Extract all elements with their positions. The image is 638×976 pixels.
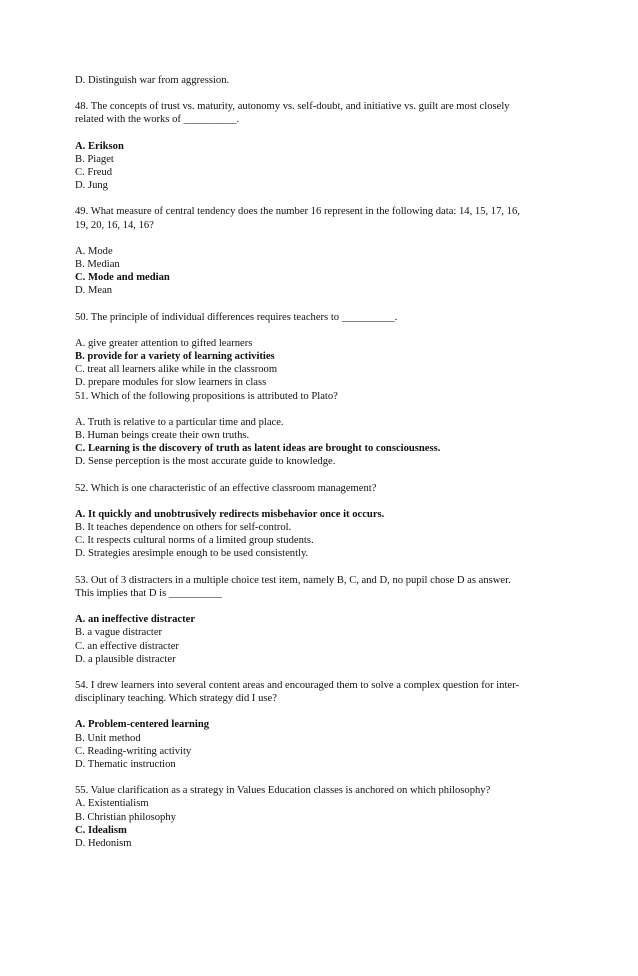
option-d: D. Mean xyxy=(75,285,113,297)
option-d: D. Hedonism xyxy=(75,837,132,849)
option-b: B. Human beings create their own truths. xyxy=(75,430,250,442)
option-a: A. Truth is relative to a particular time and place. xyxy=(75,416,284,428)
option-a-answer: A. Erikson xyxy=(75,140,124,152)
question-48-text-line-1: 48. The concepts of trust vs. maturity, autonomy vs. self-doubt, and initiative vs. guilt are most closely xyxy=(75,101,510,113)
option-b: B. a vague distracter xyxy=(75,627,163,639)
option-d: D. Jung xyxy=(75,180,108,192)
option-d: D. a plausible distracter xyxy=(75,653,176,665)
option-c: C. Freud xyxy=(75,167,113,179)
option-b-answer: B. provide for a variety of learning activities xyxy=(75,351,275,363)
question-53-text-line-2: This implies that D is __________ xyxy=(75,587,222,599)
question-52-options xyxy=(75,508,570,561)
question-54 xyxy=(75,679,570,705)
option-a: A. give greater attention to gifted learners xyxy=(75,337,253,349)
question-55-options xyxy=(75,797,570,850)
question-49-text-line-2: 19, 20, 16, 14, 16? xyxy=(75,219,154,231)
option-c-answer: C. Learning is the discovery of truth as latent ideas are brought to consciousness. xyxy=(75,443,441,455)
option-c: C. treat all learners alike while in the classroom xyxy=(75,364,278,376)
question-51-text-line-1: 51. Which of the following propositions is attributed to Plato? xyxy=(75,390,338,402)
option-a: A. Mode xyxy=(75,245,113,257)
question-49-options xyxy=(75,245,570,298)
option-b: B. Piaget xyxy=(75,153,114,165)
option-d: D. Thematic instruction xyxy=(75,758,176,770)
document-page xyxy=(75,74,570,850)
option-b: B. Median xyxy=(75,259,120,271)
question-49 xyxy=(75,205,570,231)
question-48-options xyxy=(75,140,570,193)
question-54-options xyxy=(75,718,570,771)
question-52 xyxy=(75,482,570,495)
option-c: C. It respects cultural norms of a limited group students. xyxy=(75,535,314,547)
question-49-text-line-1: 49. What measure of central tendency does the number 16 represent in the following data: 14, 15, 17, 16, xyxy=(75,206,520,218)
option-b: B. Unit method xyxy=(75,732,141,744)
option-a: A. Existentialism xyxy=(75,798,149,810)
option-c: C. Reading-writing activity xyxy=(75,745,192,757)
option-a-answer: A. an ineffective distracter xyxy=(75,614,196,626)
option-c: C. an effective distracter xyxy=(75,640,179,652)
option-d: D. prepare modules for slow learners in class xyxy=(75,377,267,389)
question-50 xyxy=(75,311,570,324)
question-48-text-line-2: related with the works of __________. xyxy=(75,114,240,126)
option-b: B. It teaches dependence on others for self-control. xyxy=(75,522,292,534)
option-a-answer: A. Problem-centered learning xyxy=(75,719,210,731)
question-55 xyxy=(75,784,570,797)
q47-option-d: D. Distinguish war from aggression. xyxy=(75,75,230,86)
option-a-answer: A. It quickly and unobtrusively redirects misbehavior once it occurs. xyxy=(75,508,385,520)
question-55-text-line-1: 55. Value clarification as a strategy in Values Education classes is anchored on which philosophy? xyxy=(75,785,491,797)
question-53 xyxy=(75,574,570,600)
question-52-text-line-1: 52. Which is one characteristic of an effective classroom management? xyxy=(75,482,377,494)
option-c-answer: C. Mode and median xyxy=(75,272,170,284)
question-53-options xyxy=(75,613,570,666)
question-51-options xyxy=(75,416,570,469)
question-54-text-line-2: disciplinary teaching. Which strategy did I use? xyxy=(75,693,277,705)
question-53-text-line-1: 53. Out of 3 distracters in a multiple choice test item, namely B, C, and D, no pupil chose D as answer. xyxy=(75,574,511,586)
option-b: B. Christian philosophy xyxy=(75,811,176,823)
question-48 xyxy=(75,100,570,126)
question-50-options xyxy=(75,337,570,390)
option-d: D. Sense perception is the most accurate guide to knowledge. xyxy=(75,456,336,468)
option-d: D. Strategies aresimple enough to be used consistently. xyxy=(75,548,309,560)
question-50-text-line-1: 50. The principle of individual differences requires teachers to __________. xyxy=(75,311,398,323)
question-51 xyxy=(75,390,570,403)
option-c-answer: C. Idealism xyxy=(75,824,127,836)
question-54-text-line-1: 54. I drew learners into several content areas and encouraged them to solve a complex question for inter- xyxy=(75,679,519,691)
